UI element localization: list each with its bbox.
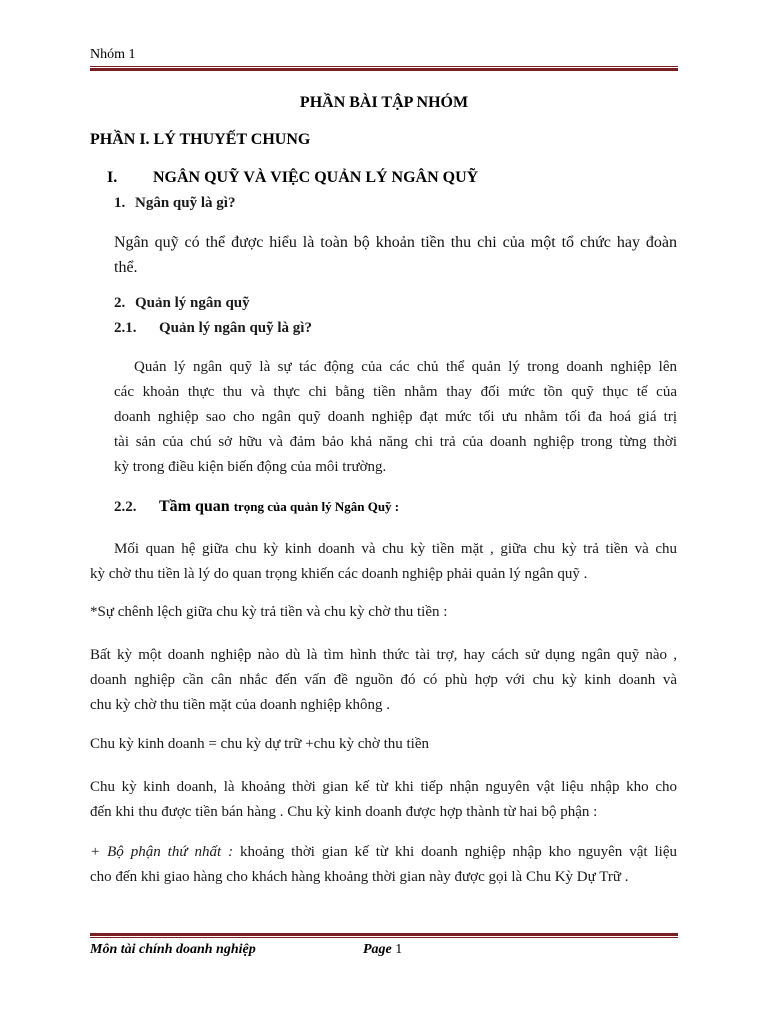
paragraph-line: Ngân quỹ có thể được hiểu là toàn bộ khoản tiền thu chi của một tổ chức hay đoàn: [114, 234, 677, 251]
paragraph-line: kỳ chờ thu tiền là lý do quan trọng khiến các doanh nghiệp phải quản lý ngân quỹ .: [90, 566, 588, 582]
header-rule-thin: [90, 66, 678, 67]
difference-line: *Sự chênh lệch giữa chu kỳ trả tiền và chu kỳ chờ thu tiền :: [90, 604, 448, 620]
relation-paragraph: [90, 537, 677, 587]
paragraph-line: Mối quan hệ giữa chu kỳ kinh doanh và chu kỳ tiền mặt , giữa chu kỳ trả tiền và chu: [114, 541, 677, 557]
footer-page-number: [363, 942, 402, 958]
subsection-2-2-number: 2.2.: [114, 499, 137, 515]
footer-rule-thin: [90, 937, 678, 938]
footer-subject: Môn tài chính doanh nghiệp: [90, 942, 256, 957]
formula-line: Chu kỳ kinh doanh = chu kỳ dự trữ +chu kỳ chờ thu tiền: [90, 736, 429, 752]
paragraph-line: tài sản của chú sở hữu và đảm bảo khả năng chi trả của doanh nghiệp trong từng thời: [114, 434, 677, 450]
part-one-text: khoảng thời gian kế từ khi doanh nghiệp nhập kho nguyên vật liệu: [233, 844, 677, 860]
cycle-paragraph: [90, 775, 677, 825]
subsection-2-number: 2.: [114, 295, 126, 311]
page-label: Page: [363, 942, 392, 957]
paragraph-line: Bất kỳ một doanh nghiệp nào dù là tìm hình thức tài trợ, hay cách sử dụng ngân quỹ nào ,: [90, 647, 677, 663]
paragraph-line: Quản lý ngân quỹ là sự tác động của các chủ thể quản lý trong doanh nghiệp lên: [134, 359, 677, 375]
definition-paragraph: [114, 230, 677, 280]
title-large-text: Tầm quan: [159, 498, 230, 515]
part-one-paragraph: [90, 840, 677, 890]
subsection-2-title: Quản lý ngân quỹ: [135, 295, 250, 311]
document-title: PHẦN BÀI TẬP NHÓM: [299, 94, 469, 111]
business-paragraph: [90, 643, 677, 718]
header-rule-thick: [90, 68, 678, 71]
subsection-1-title: Ngân quỹ là gì?: [135, 195, 236, 211]
section-number: I.: [107, 169, 118, 186]
paragraph-line: doanh nghiệp cần cân nhắc đến vấn đề nguồn đó có phù hợp với chu kỳ kinh doanh và: [90, 672, 677, 688]
paragraph-line: đến khi thu được tiền bán hàng . Chu kỳ kinh doanh được hợp thành từ hai bộ phận :: [90, 804, 598, 820]
management-paragraph: [114, 355, 677, 480]
page-number: 1: [395, 942, 403, 957]
paragraph-line: các khoản thực thu và thực chi bằng tiền nhằm thay đối mức tồn quỹ thục tế của: [114, 384, 677, 400]
section-title: NGÂN QUỸ VÀ VIỆC QUẢN LÝ NGÂN QUỸ: [153, 169, 479, 186]
header-group-label: Nhóm 1: [90, 47, 136, 62]
paragraph-line: kỳ trong điều kiện biến động của môi trường.: [114, 459, 387, 475]
paragraph-line: doanh nghiệp sao cho ngân quỹ doanh nghiệp đạt mức tối ưu nhằm tối đa hoá giá trị: [114, 409, 677, 425]
subsection-2-1-number: 2.1.: [114, 320, 137, 336]
subsection-2-2-title-large: [159, 498, 399, 516]
paragraph-line: chu kỳ chờ thu tiền mặt của doanh nghiệp không .: [90, 697, 390, 713]
paragraph-line: Chu kỳ kinh doanh, là khoảng thời gian kế từ khi tiếp nhận nguyên vật liệu nhập kho cho: [90, 779, 677, 795]
subsection-1-number: 1.: [114, 195, 126, 211]
title-small-text: trọng của quản lý Ngân Quỹ :: [233, 499, 400, 514]
subsection-2-1-title: Quản lý ngân quỹ là gì?: [159, 320, 312, 336]
paragraph-line: thể.: [114, 259, 138, 276]
part-one-label: + Bộ phận thứ nhất :: [90, 844, 234, 860]
part-heading: PHẦN I. LÝ THUYẾT CHUNG: [90, 131, 311, 148]
paragraph-line: cho đến khi giao hàng cho khách hàng khoảng thời gian này được gọi là Chu Kỳ Dự Trữ .: [90, 869, 629, 885]
paragraph-line: [90, 840, 677, 865]
footer-rule-thick: [90, 933, 678, 936]
